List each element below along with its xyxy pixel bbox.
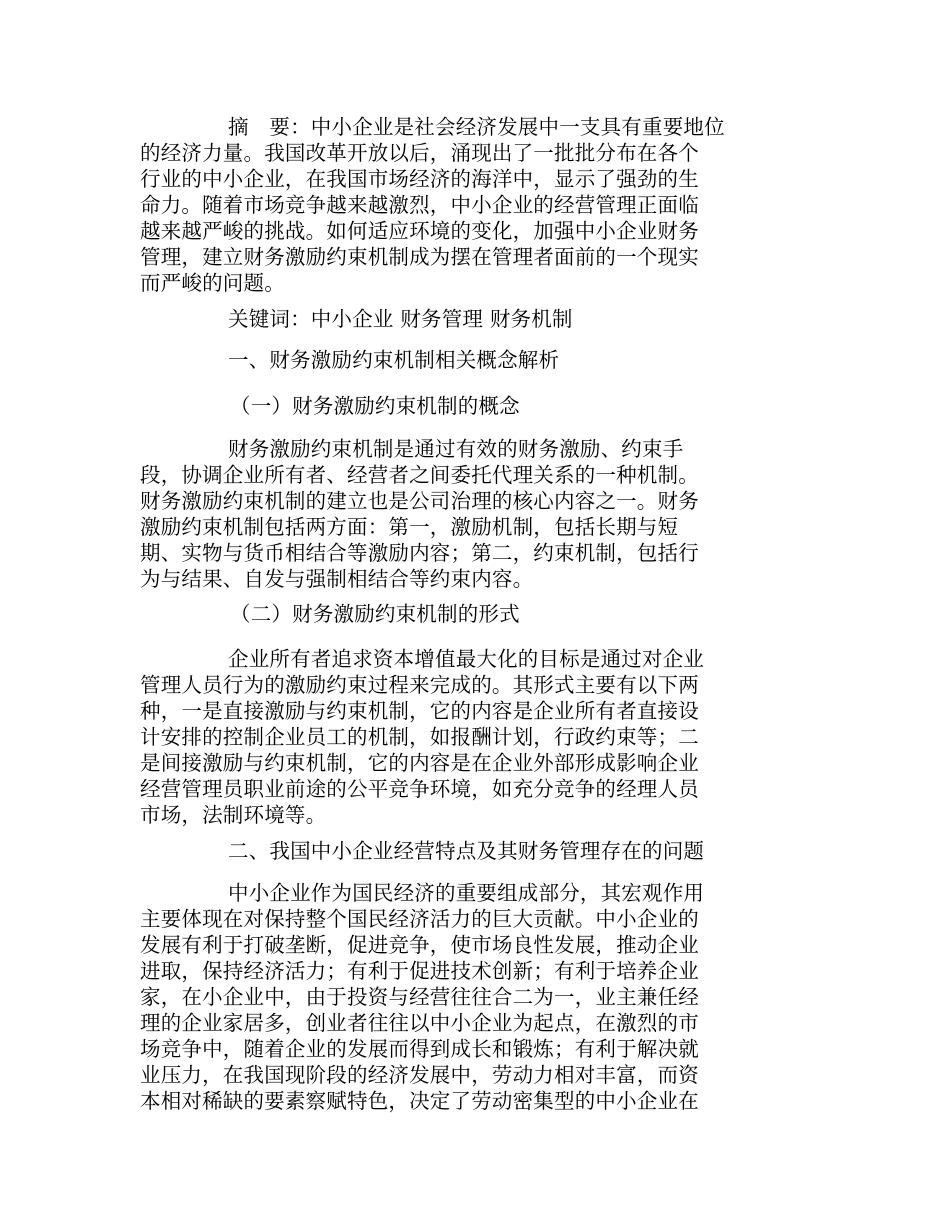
section2-paragraph — [140, 880, 740, 1114]
section2-heading — [140, 838, 740, 864]
section1-heading — [140, 347, 740, 373]
section1-sub1-heading — [140, 393, 740, 419]
sec2-line-2: 主要体现在对保持整个国民经济活力的巨大贡献。中小企业的 — [140, 907, 699, 931]
abstract-line-5: 越来越严峻的挑战。如何适应环境的变化，加强中小企业财务 — [140, 219, 699, 243]
sub1-line-5: 期、实物与货币相结合等激励内容；第二，约束机制，包括行 — [140, 541, 699, 565]
sub1-line-1: 财务激励约束机制是通过有效的财务激励、约束手 — [228, 437, 684, 461]
sub2-line-4: 计安排的控制企业员工的机制，如报酬计划，行政约束等；二 — [140, 725, 699, 749]
abstract-line-1: 摘 要：中小企业是社会经济发展中一支具有重要地位 — [228, 115, 725, 139]
abstract-line-3: 行业的中小企业，在我国市场经济的海洋中，显示了强劲的生 — [140, 167, 699, 191]
sub2-line-3: 种，一是直接激励与约束机制，它的内容是企业所有者直接设 — [140, 699, 699, 723]
sub1-line-6: 为与结果、自发与强制相结合等约束内容。 — [140, 567, 534, 591]
abstract-line-2: 的经济力量。我国改革开放以后，涌现出了一批批分布在各个 — [140, 141, 699, 165]
sub2-line-7: 市场，法制环境等。 — [140, 803, 327, 827]
sub2-line-1: 企业所有者追求资本增值最大化的目标是通过对企业 — [228, 647, 705, 671]
sec2-line-5: 家，在小企业中，由于投资与经营往往合二为一，业主兼任经 — [140, 985, 699, 1009]
abstract-line-7: 而严峻的问题。 — [140, 271, 285, 295]
sub2-line-6: 经营管理员职业前途的公平竞争环境，如充分竞争的经理人员 — [140, 777, 699, 801]
section1-heading-text: 一、财务激励约束机制相关概念解析 — [228, 348, 560, 372]
section2-heading-text: 二、我国中小企业经营特点及其财务管理存在的问题 — [228, 839, 705, 863]
section1-sub1-heading-text: （一）财务激励约束机制的概念 — [230, 394, 520, 418]
abstract-line-4: 命力。随着市场竞争越来越激烈，中小企业的经营管理正面临 — [140, 193, 699, 217]
sec2-line-1: 中小企业作为国民经济的重要组成部分，其宏观作用 — [228, 881, 705, 905]
sec2-line-4: 进取，保持经济活力；有利于促进技术创新；有利于培养企业 — [140, 959, 699, 983]
sub2-line-5: 是间接激励与约束机制，它的内容是在企业外部形成影响企业 — [140, 751, 699, 775]
sec2-line-6: 理的企业家居多，创业者往往以中小企业为起点，在激烈的市 — [140, 1011, 699, 1035]
sub1-line-3: 财务激励约束机制的建立也是公司治理的核心内容之一。财务 — [140, 489, 699, 513]
keywords — [140, 306, 740, 332]
sec2-line-7: 场竞争中，随着企业的发展而得到成长和锻炼；有利于解决就 — [140, 1037, 699, 1061]
section1-sub2-heading-text: （二）财务激励约束机制的形式 — [230, 602, 520, 626]
sub2-line-2: 管理人员行为的激励约束过程来完成的。其形式主要有以下两 — [140, 673, 699, 697]
section1-sub1-paragraph — [140, 436, 740, 592]
sub1-line-4: 激励约束机制包括两方面：第一，激励机制，包括长期与短 — [140, 515, 679, 539]
keywords-line: 关键词：中小企业 财务管理 财务机制 — [228, 307, 573, 331]
sub1-line-2: 段，协调企业所有者、经营者之间委托代理关系的一种机制。 — [140, 463, 699, 487]
sec2-line-8: 业压力，在我国现阶段的经济发展中，劳动力相对丰富，而资 — [140, 1063, 699, 1087]
abstract-paragraph — [140, 114, 740, 296]
section1-sub2-heading — [140, 601, 740, 627]
sec2-line-9: 本相对稀缺的要素察赋特色，决定了劳动密集型的中小企业在 — [140, 1089, 699, 1113]
section1-sub2-paragraph — [140, 646, 740, 828]
sec2-line-3: 发展有利于打破垄断，促进竞争，使市场良性发展，推动企业 — [140, 933, 699, 957]
abstract-line-6: 管理，建立财务激励约束机制成为摆在管理者面前的一个现实 — [140, 245, 699, 269]
